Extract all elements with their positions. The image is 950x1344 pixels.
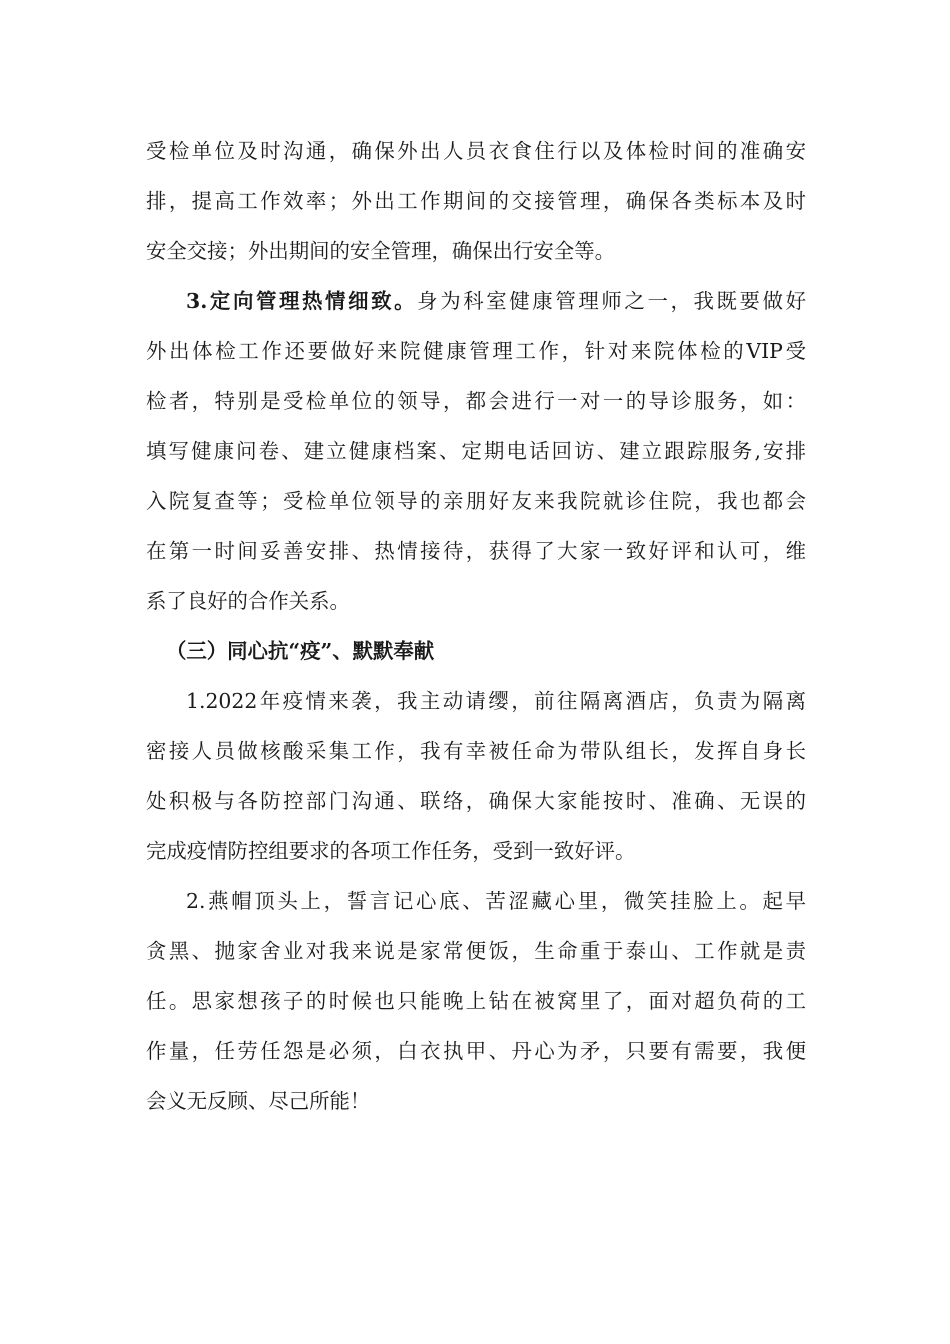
paragraph-line: 在第一时间妥善安排、热情接待，获得了大家一致好评和认可，维 [146, 539, 806, 563]
bold-lead-text: 3.定向管理热情细致。 [186, 289, 418, 313]
paragraph-line: 密接人员做核酸采集工作，我有幸被任命为带队组长，发挥自身长 [146, 739, 806, 763]
paragraph-line: 入院复查等；受检单位领导的亲朋好友来我院就诊住院，我也都会 [146, 489, 806, 513]
paragraph-line: 1.2022年疫情来袭，我主动请缨，前往隔离酒店，负责为隔离 [186, 689, 806, 713]
paragraph-line: 外出体检工作还要做好来院健康管理工作，针对来院体检的VIP受 [146, 339, 806, 363]
paragraph-line: 完成疫情防控组要求的各项工作任务，受到一致好评。 [146, 839, 636, 863]
paragraph-line: 排，提高工作效率；外出工作期间的交接管理，确保各类标本及时 [146, 189, 806, 213]
paragraph-line: 受检单位及时沟通，确保外出人员衣食住行以及体检时间的准确安 [146, 139, 806, 163]
paragraph-line: 作量，任劳任怨是必须，白衣执甲、丹心为矛，只要有需要，我便 [146, 1039, 806, 1063]
paragraph-text: 身为科室健康管理师之一，我既要做好 [417, 289, 806, 313]
paragraph-line: 处积极与各防控部门沟通、联络，确保大家能按时、准确、无误的 [146, 789, 806, 813]
paragraph-line [146, 276, 806, 326]
paragraph-line: 贪黑、抛家舍业对我来说是家常便饭，生命重于泰山、工作就是责 [146, 939, 806, 963]
paragraph-line: 填写健康问卷、建立健康档案、定期电话回访、建立跟踪服务,安排 [146, 439, 806, 463]
paragraph-line: 会义无反顾、尽己所能！ [146, 1089, 371, 1113]
section-heading: （三）同心抗“疫”、默默奉献 [166, 639, 435, 663]
paragraph-line: 2.燕帽顶头上，誓言记心底、苦涩藏心里，微笑挂脸上。起早 [186, 889, 806, 913]
document-body [146, 126, 806, 1126]
paragraph-line: 任。思家想孩子的时候也只能晚上钻在被窝里了，面对超负荷的工 [146, 989, 806, 1013]
paragraph-line: 检者，特别是受检单位的领导，都会进行一对一的导诊服务，如： [146, 389, 806, 413]
paragraph-line: 安全交接；外出期间的安全管理，确保出行安全等。 [146, 239, 615, 263]
paragraph-line: 系了良好的合作关系。 [146, 589, 350, 613]
